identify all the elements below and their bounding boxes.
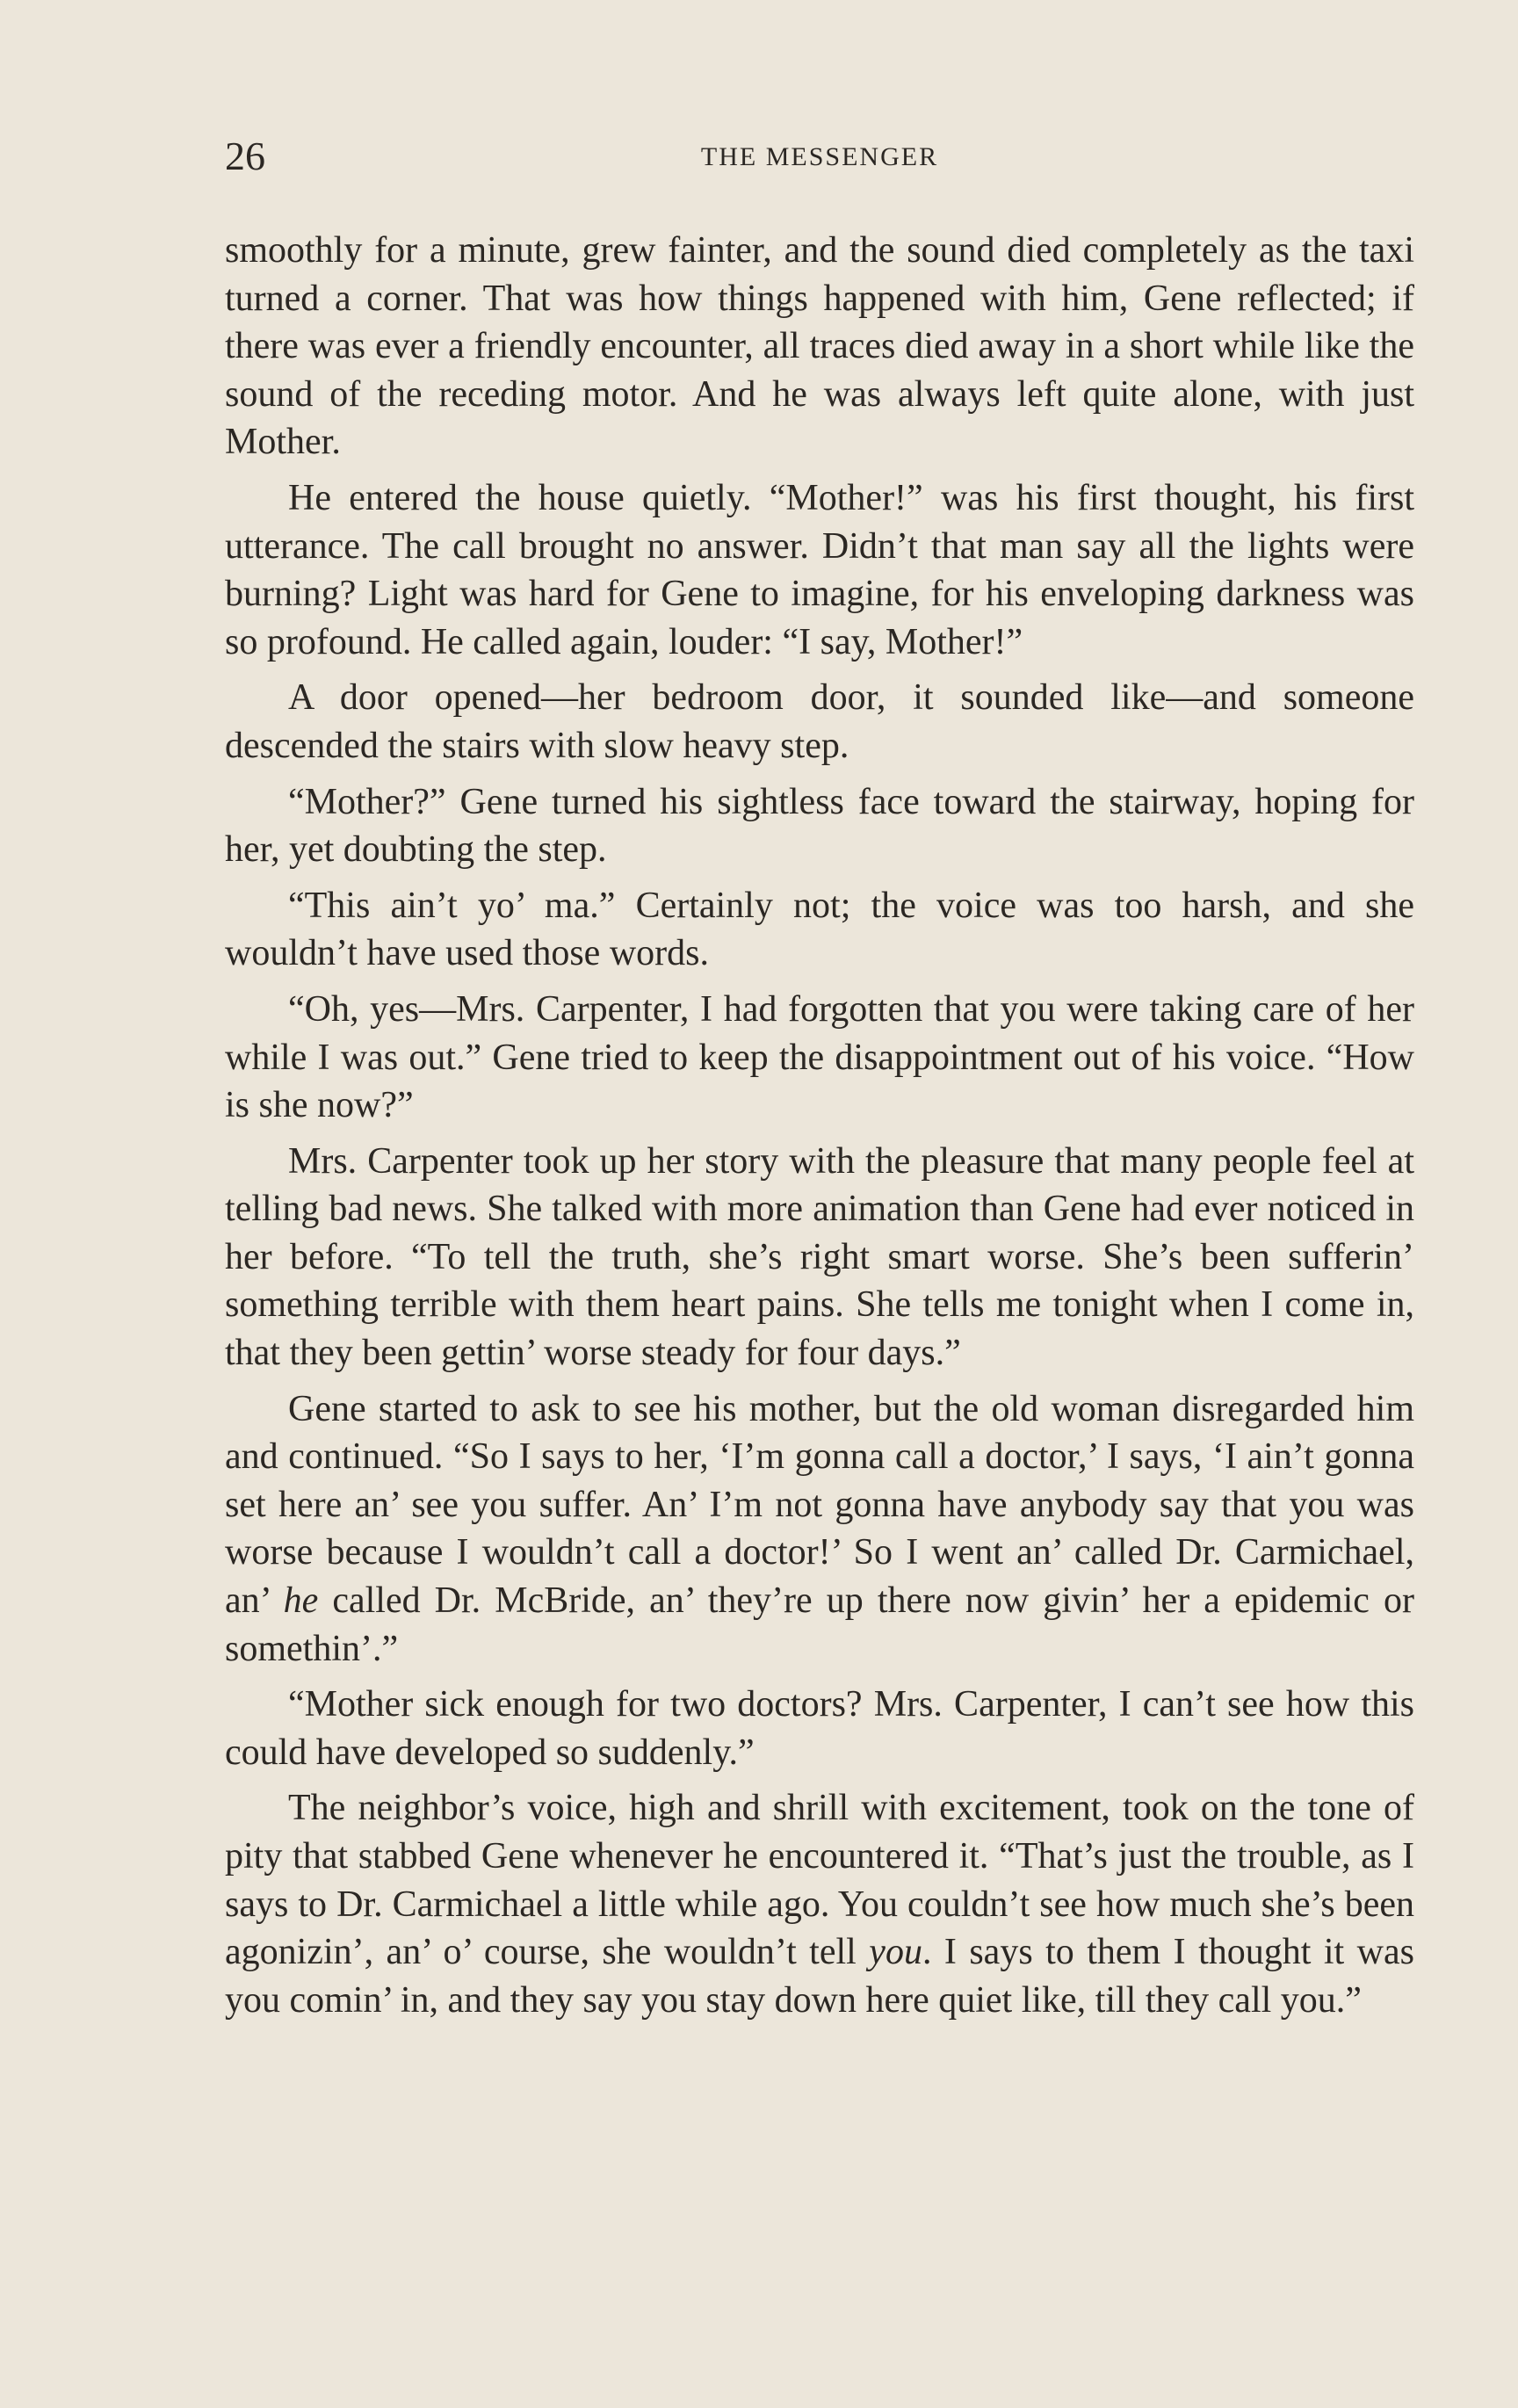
paragraph: Gene started to ask to see his mother, but the old woman disregarded him and continued. “So I says to her, ‘I’m gonna call a doctor,’ I says, ‘I ain’t gonna set here an’ see you suffer. An’ I’m not gonna have anybody say that you was worse because I wouldn’t call a doctor!’ So I went an’ called Dr. Carmichael, an’ he called Dr. McBride, an’ they’re up there now givin’ her a epidemic or somethin’.”: [225, 1388, 1414, 1669]
paragraph: Mrs. Carpenter took up her story with the pleasure that many people feel at telling bad news. She talked with more animation than Gene had ever noticed in her before. “To tell the truth, she’s right smart worse. She’s been sufferin’ something terrible with them heart pains. She tells me tonight when I come in, that they been gettin’ worse steady for four days.”: [225, 1140, 1414, 1374]
running-head: [225, 130, 1414, 183]
paragraph: smoothly for a minute, grew fainter, and the sound died completely as the taxi turned a corner. That was how things happened with him, Gene reflected; if there was ever a friendly encounter, all traces died away in a short while like the sound of the receding motor. And he was always left quite alone, with just Mother.: [225, 230, 1414, 463]
paragraph: The neighbor’s voice, high and shrill with excitement, took on the tone of pity that stabbed Gene whenever he encountered it. “That’s just the trouble, as I says to Dr. Carmichael a little while ago. You couldn’t see how much she’s been agonizin’, an’ o’ course, she wouldn’t tell you. I says to them I thought it was you comin’ in, and they say you stay down here quiet like, till they call you.”: [225, 1788, 1414, 2021]
paragraph: A door opened—her bedroom door, it sounded like—and someone descended the stairs with slow heavy step.: [225, 677, 1414, 766]
page-number: 26: [225, 134, 265, 178]
paragraph: “Oh, yes—Mrs. Carpenter, I had forgotten that you were taking care of her while I was out.” Gene tried to keep the disappointment out of his voice. “How is she now?”: [225, 988, 1414, 1126]
paragraph: “This ain’t yo’ ma.” Certainly not; the voice was too harsh, and she wouldn’t have used those words.: [225, 885, 1414, 974]
paragraph: “Mother sick enough for two doctors? Mrs. Carpenter, I can’t see how this could have developed so suddenly.”: [225, 1684, 1414, 1773]
paragraph: He entered the house quietly. “Mother!” was his first thought, his first utterance. The call brought no answer. Didn’t that man say all the lights were burning? Light was hard for Gene to imagine, for his enveloping darkness was so profound. He called again, louder: “I say, Mother!”: [225, 477, 1414, 662]
paragraph: “Mother?” Gene turned his sightless face toward the stairway, hoping for her, yet doubting the step.: [225, 781, 1414, 871]
journal-title: THE MESSENGER: [700, 142, 939, 171]
body-text: [225, 227, 1414, 2032]
